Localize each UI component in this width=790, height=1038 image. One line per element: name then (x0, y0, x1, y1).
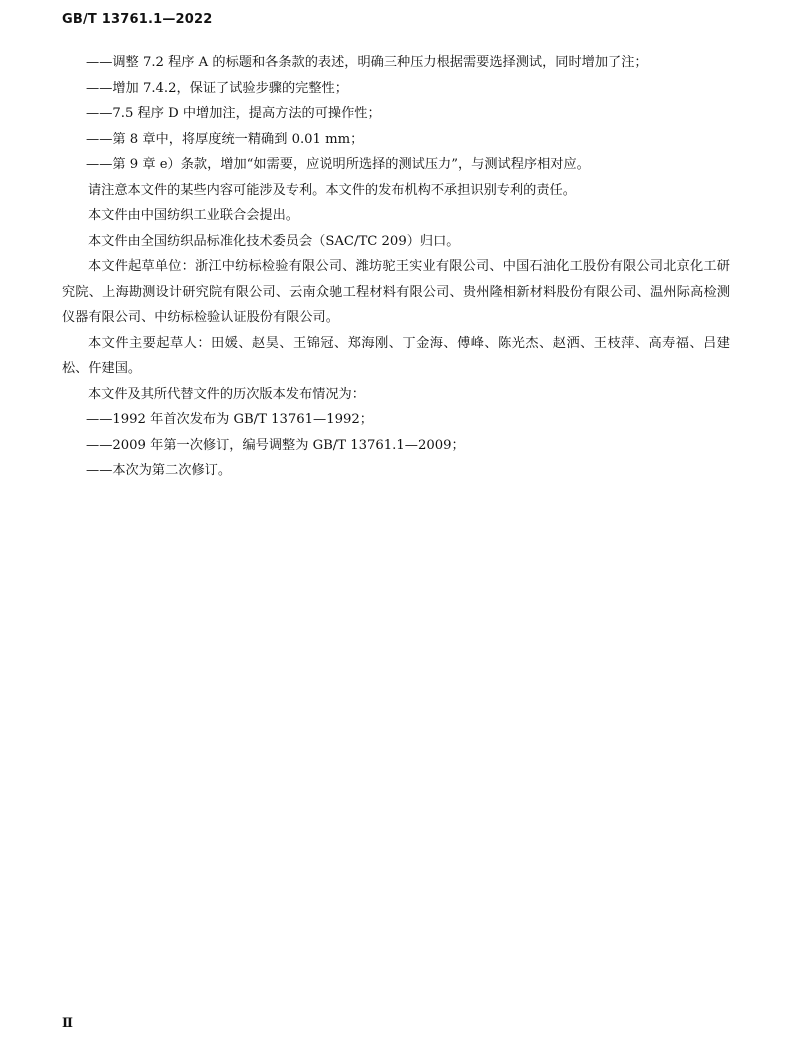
history-item-current: ——本次为第二次修订。 (86, 463, 232, 478)
standard-number-header: GB/T 13761.1—2022 (62, 12, 213, 27)
drafting-units: 本文件起草单位：浙江中纺标检验有限公司、潍坊驼王实业有限公司、中国石油化工股份有限公司北京化工研究院、上海勘测设计研究院有限公司、云南众驰工程材料有限公司、贵州隆相新材料股份有限公司、温州际高检测仪器有限公司、中纺标检验认证股份有限公司。 (62, 259, 730, 325)
proposer-statement: 本文件由中国纺织工业联合会提出。 (88, 208, 299, 223)
history-item-1992: ——1992 年首次发布为 GB/T 13761—1992； (86, 412, 373, 427)
change-item-7-2: ——调整 7.2 程序 A 的标题和各条款的表述，明确三种压力根据需要选择测试，同时增加了注； (86, 55, 648, 70)
change-item-7-4-2: ——增加 7.4.2，保证了试验步骤的完整性； (86, 80, 348, 96)
change-item-chapter-8: ——第 8 章中，将厚度统一精确到 0.01 mm； (86, 131, 364, 147)
patent-notice: 请注意本文件的某些内容可能涉及专利。本文件的发布机构不承担识别专利的责任。 (88, 182, 576, 198)
history-intro: 本文件及其所代替文件的历次版本发布情况为： (88, 386, 365, 402)
committee-statement: 本文件由全国纺织品标准化技术委员会（SAC/TC 209）归口。 (88, 233, 460, 249)
change-item-7-5: ——7.5 程序 D 中增加注，提高方法的可操作性； (86, 106, 381, 121)
history-item-2009: ——2009 年第一次修订，编号调整为 GB/T 13761.1—2009； (86, 437, 465, 453)
foreword-body (62, 50, 730, 484)
page-number: Ⅱ (62, 1016, 73, 1031)
drafters: 本文件主要起草人：田媛、赵昊、王锦冠、郑海刚、丁金海、傅峰、陈光杰、赵洒、王枝萍、高寿福、吕建松、仵建国。 (62, 335, 730, 376)
change-item-chapter-9: ——第 9 章 e）条款，增加“如需要，应说明所选择的测试压力”，与测试程序相对应。 (86, 157, 590, 172)
